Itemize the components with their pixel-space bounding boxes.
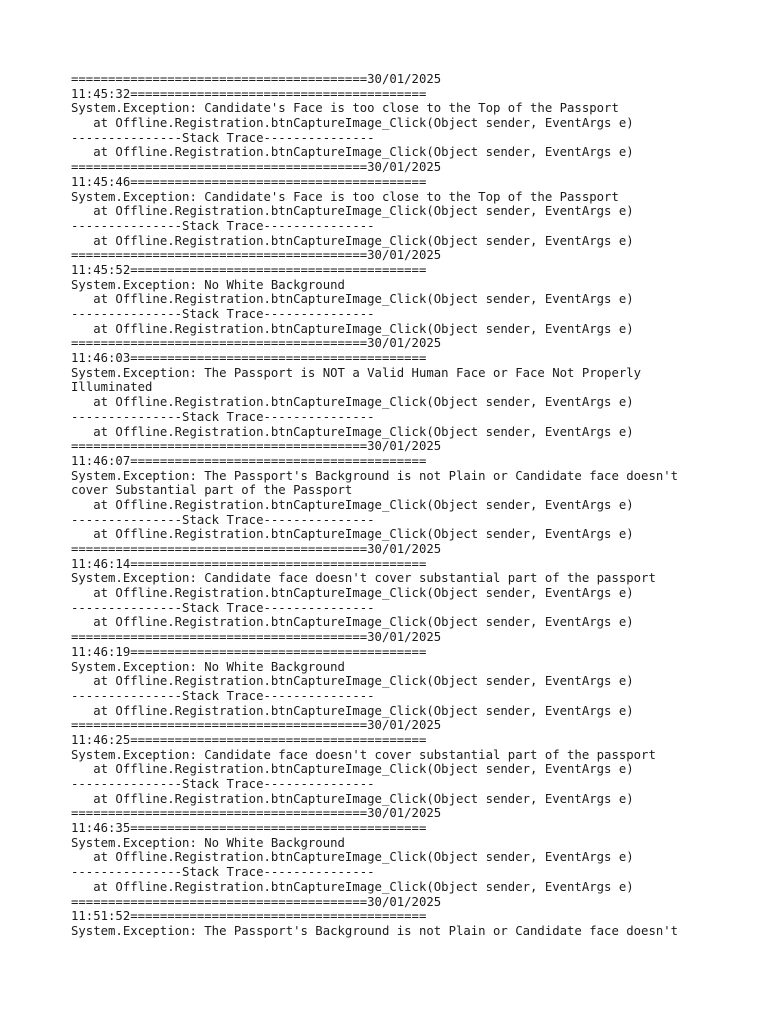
log-line: 11:46:07========================================	[71, 453, 427, 468]
log-line: at Offline.Registration.btnCaptureImage_Click(Object sender, EventArgs e)	[71, 233, 634, 248]
log-line: ========================================30/01/2025	[71, 72, 442, 86]
log-line: ---------------Stack Trace---------------	[71, 307, 375, 321]
log-line: ---------------Stack Trace---------------	[71, 777, 375, 791]
log-line: 11:46:19========================================	[71, 644, 427, 659]
log-line: at Offline.Registration.btnCaptureImage_Click(Object sender, EventArgs e)	[71, 879, 634, 894]
log-line: at Offline.Registration.btnCaptureImage_Click(Object sender, EventArgs e)	[71, 791, 634, 806]
log-line: System.Exception: Candidate face doesn't cover substantial part of the passport	[71, 747, 656, 762]
log-line: cover Substantial part of the Passport	[71, 483, 353, 498]
log-line: 11:46:14========================================	[71, 556, 427, 571]
log-line: at Offline.Registration.btnCaptureImage_Click(Object sender, EventArgs e)	[71, 586, 634, 601]
log-line: ========================================30/01/2025	[71, 718, 442, 733]
log-line: at Offline.Registration.btnCaptureImage_Click(Object sender, EventArgs e)	[71, 424, 634, 439]
log-line: System.Exception: No White Background	[71, 659, 345, 674]
log-line: at Offline.Registration.btnCaptureImage_Click(Object sender, EventArgs e)	[71, 116, 634, 131]
log-line: at Offline.Registration.btnCaptureImage_Click(Object sender, EventArgs e)	[71, 292, 634, 307]
log-line: at Offline.Registration.btnCaptureImage_Click(Object sender, EventArgs e)	[71, 204, 634, 219]
log-line: ========================================30/01/2025	[71, 894, 442, 909]
log-line: ---------------Stack Trace---------------	[71, 409, 375, 424]
log-line: 11:45:32========================================	[71, 86, 427, 101]
log-line: at Offline.Registration.btnCaptureImage_Click(Object sender, EventArgs e)	[71, 321, 634, 336]
log-line: System.Exception: Candidate face doesn't cover substantial part of the passport	[71, 571, 656, 586]
log-line: ========================================30/01/2025	[71, 248, 442, 263]
log-text	[71, 72, 678, 939]
log-line: System.Exception: Candidate's Face is too close to the Top of the Passport	[71, 101, 619, 116]
log-line: Illuminated	[71, 380, 153, 395]
log-line: at Offline.Registration.btnCaptureImage_Click(Object sender, EventArgs e)	[71, 527, 634, 542]
log-line: 11:46:35========================================	[71, 821, 427, 836]
log-line: System.Exception: Candidate's Face is too close to the Top of the Passport	[71, 189, 619, 204]
log-line: ---------------Stack Trace---------------	[71, 218, 375, 233]
log-line: System.Exception: No White Background	[71, 277, 345, 292]
log-line: at Offline.Registration.btnCaptureImage_Click(Object sender, EventArgs e)	[71, 762, 634, 777]
log-line: System.Exception: The Passport's Background is not Plain or Candidate face doesn't	[71, 923, 679, 938]
log-line: 11:51:52========================================	[71, 909, 427, 924]
log-line: at Offline.Registration.btnCaptureImage_Click(Object sender, EventArgs e)	[71, 497, 634, 512]
log-line: at Offline.Registration.btnCaptureImage_Click(Object sender, EventArgs e)	[71, 674, 634, 689]
log-line: ========================================30/01/2025	[71, 439, 442, 454]
log-line: System.Exception: The Passport's Background is not Plain or Candidate face doesn't	[71, 468, 679, 483]
log-line: at Offline.Registration.btnCaptureImage_Click(Object sender, EventArgs e)	[71, 145, 634, 160]
log-line: ---------------Stack Trace---------------	[71, 130, 375, 145]
log-line: ========================================30/01/2025	[71, 336, 442, 351]
log-line: ========================================30/01/2025	[71, 542, 442, 556]
log-line: 11:45:52========================================	[71, 262, 427, 277]
log-line: at Offline.Registration.btnCaptureImage_Click(Object sender, EventArgs e)	[71, 703, 634, 718]
log-line: System.Exception: The Passport is NOT a Valid Human Face or Face Not Properly	[71, 365, 642, 380]
log-line: at Offline.Registration.btnCaptureImage_Click(Object sender, EventArgs e)	[71, 395, 634, 410]
log-line: 11:46:03========================================	[71, 351, 427, 366]
log-line: ---------------Stack Trace---------------	[71, 865, 375, 880]
log-line: 11:46:25========================================	[71, 732, 427, 747]
log-line: 11:45:46========================================	[71, 174, 427, 189]
log-line: ---------------Stack Trace---------------	[71, 512, 375, 527]
log-line: ---------------Stack Trace---------------	[71, 600, 375, 615]
log-line: System.Exception: No White Background	[71, 835, 345, 850]
log-line: ========================================30/01/2025	[71, 160, 442, 175]
log-line: at Offline.Registration.btnCaptureImage_Click(Object sender, EventArgs e)	[71, 615, 634, 630]
log-line: ========================================30/01/2025	[71, 630, 442, 645]
log-line: at Offline.Registration.btnCaptureImage_Click(Object sender, EventArgs e)	[71, 850, 634, 865]
log-line: ========================================30/01/2025	[71, 806, 442, 821]
log-line: ---------------Stack Trace---------------	[71, 688, 375, 703]
